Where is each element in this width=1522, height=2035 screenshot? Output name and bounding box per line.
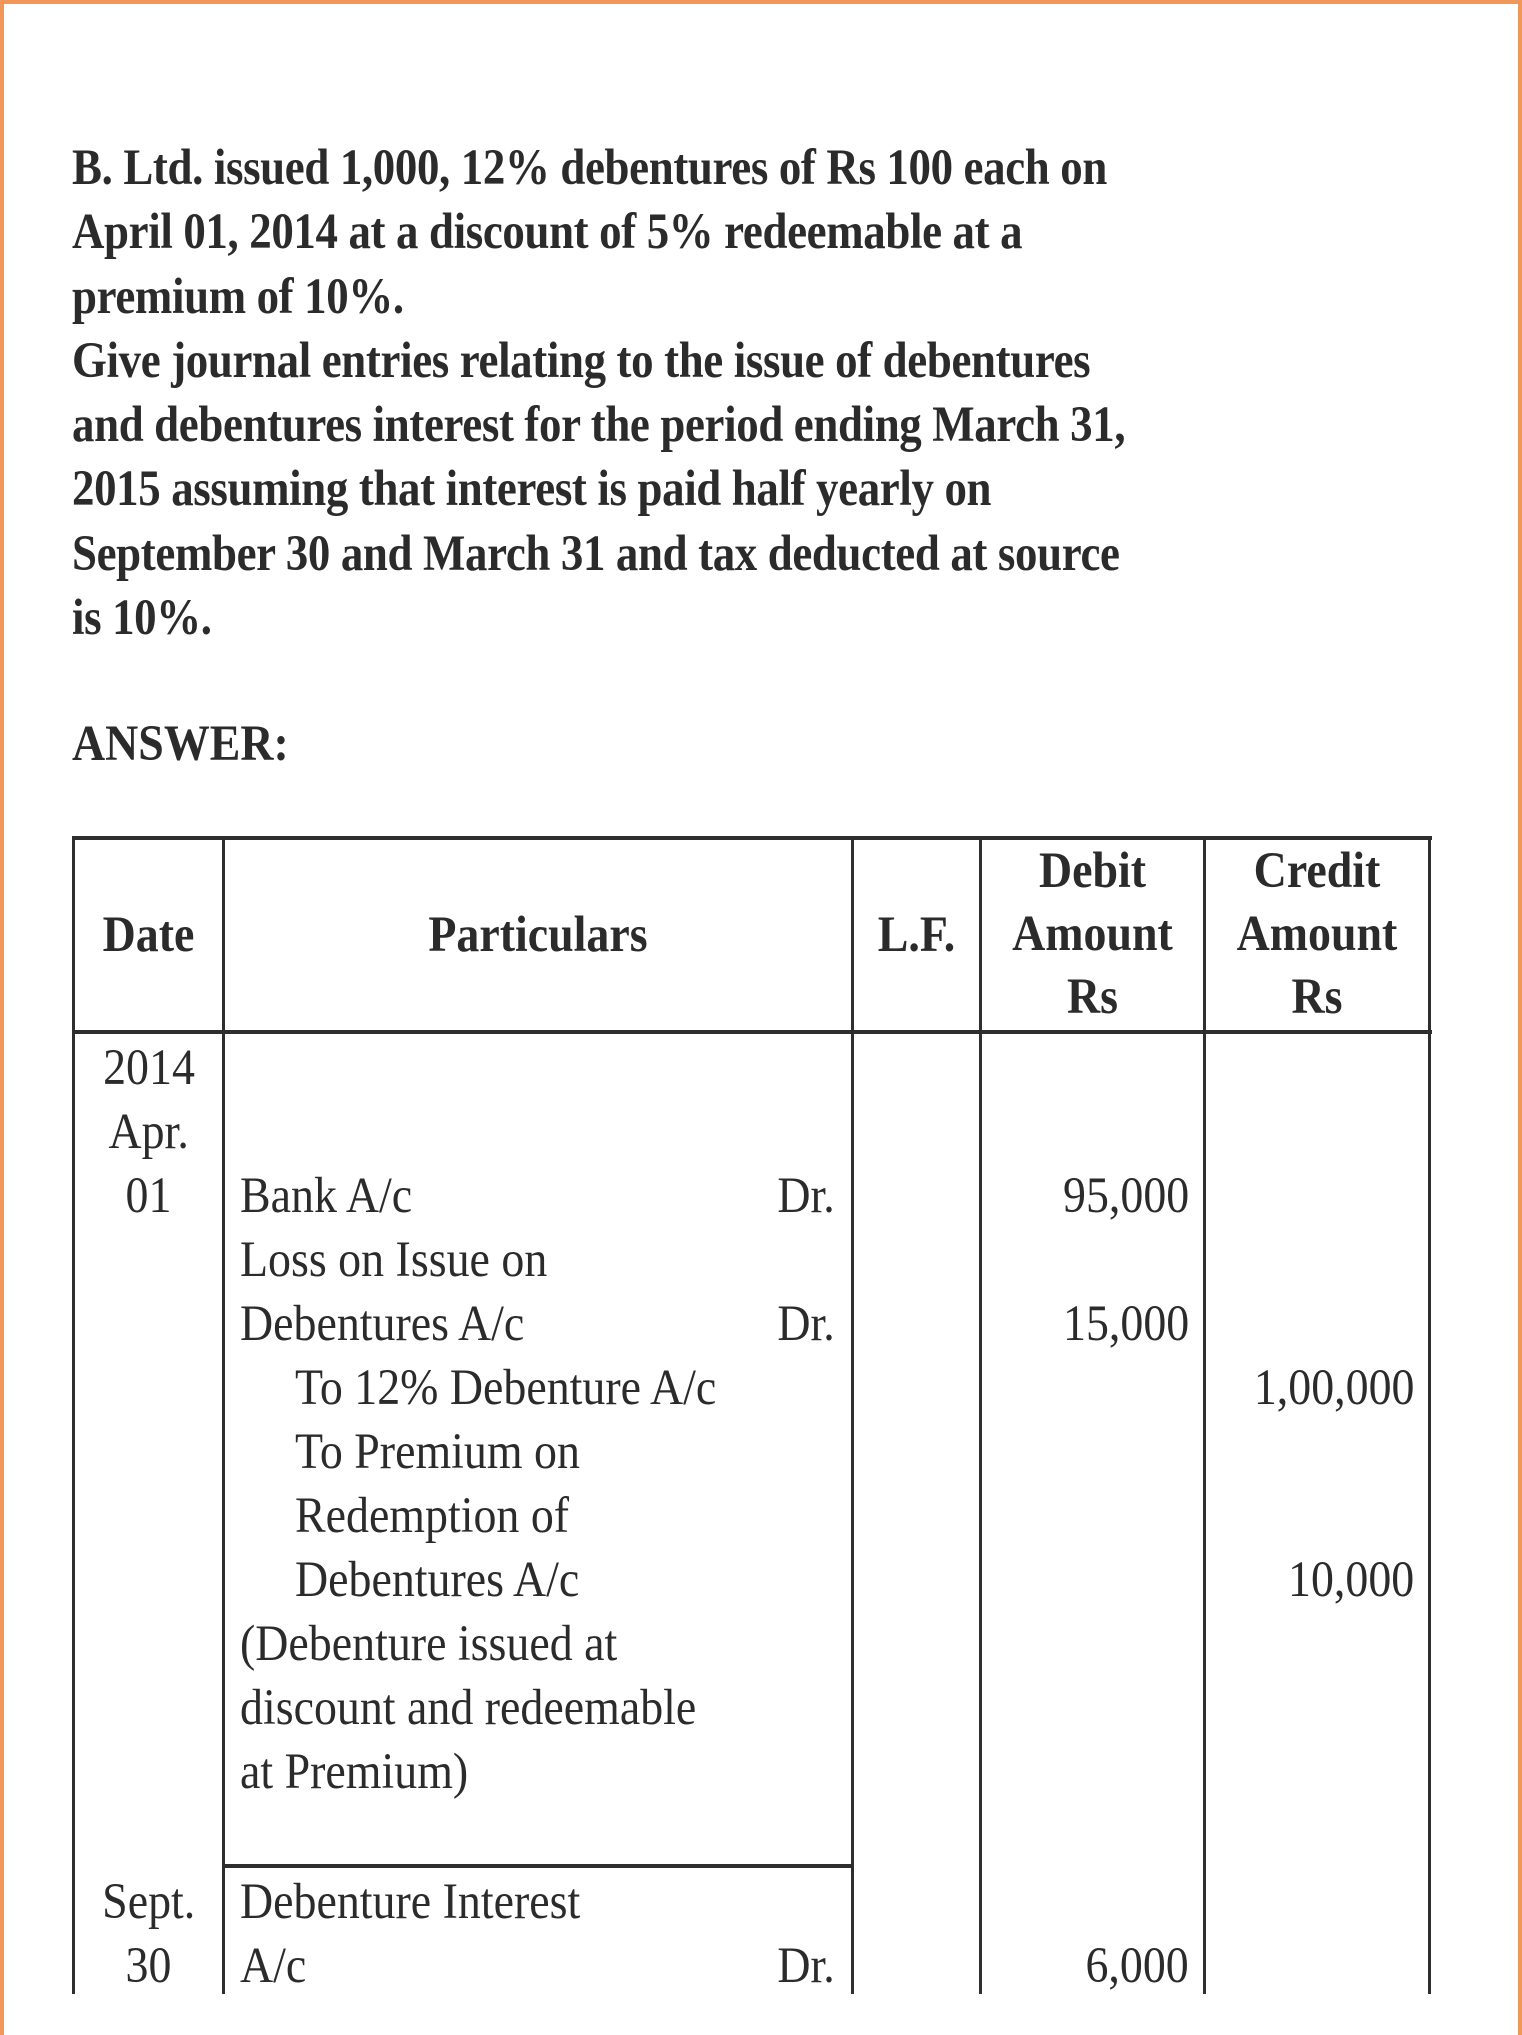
header-date: Date bbox=[102, 907, 195, 963]
header-bottom-border bbox=[73, 1030, 1432, 1034]
question-line: April 01, 2014 at a discount of 5% redeemable at a bbox=[72, 204, 1023, 261]
particular-text: Debentures A/c bbox=[295, 1552, 580, 1608]
particular-text: A/c bbox=[240, 1938, 307, 1994]
debit-amount: 6,000 bbox=[1085, 1938, 1189, 1994]
question-line: is 10%. bbox=[72, 590, 212, 647]
dr-marker: Dr. bbox=[777, 1938, 835, 1994]
narration-text: (Debenture issued at bbox=[240, 1616, 618, 1672]
dr-marker: Dr. bbox=[777, 1168, 835, 1224]
entry-separator bbox=[223, 1864, 854, 1868]
credit-amount: 1,00,000 bbox=[1253, 1360, 1414, 1416]
header-debit-amount: Debit Amount Rs bbox=[1012, 843, 1173, 1025]
particular-text: Redemption of bbox=[295, 1488, 570, 1544]
table-left-border bbox=[72, 836, 75, 1994]
narration-text: discount and redeemable bbox=[240, 1680, 697, 1736]
particular-text: Bank A/c bbox=[240, 1168, 413, 1224]
particular-text: Debenture Interest bbox=[240, 1874, 581, 1930]
particulars-lf-divider bbox=[851, 836, 854, 1994]
question-line: and debentures interest for the period ending March 31, bbox=[72, 397, 1126, 454]
dr-marker: Dr. bbox=[777, 1296, 835, 1352]
debit-amount: 95,000 bbox=[1062, 1168, 1189, 1224]
answer-heading: ANSWER: bbox=[72, 716, 289, 772]
question-line: premium of 10%. bbox=[72, 268, 404, 325]
date-particulars-divider bbox=[222, 836, 225, 1994]
question-line: Give journal entries relating to the issue of debentures bbox=[72, 332, 1091, 389]
header-lf: L.F. bbox=[877, 907, 956, 963]
header-particulars: Particulars bbox=[428, 907, 648, 963]
question-line: September 30 and March 31 and tax deducted at source bbox=[72, 525, 1120, 582]
header-credit-amount: Credit Amount Rs bbox=[1236, 843, 1398, 1025]
particular-text: To 12% Debenture A/c bbox=[295, 1360, 717, 1416]
table-right-border bbox=[1428, 836, 1431, 1994]
particular-text: Debentures A/c bbox=[240, 1296, 525, 1352]
particular-text: Loss on Issue on bbox=[240, 1232, 548, 1288]
question-line: B. Ltd. issued 1,000, 12% debentures of Rs 100 each on bbox=[72, 140, 1107, 196]
particular-text: To Premium on bbox=[295, 1424, 580, 1480]
entry-date: Sept. 30 bbox=[101, 1874, 196, 1994]
entry-date: 2014 Apr. 01 bbox=[102, 1040, 195, 1224]
narration-text: at Premium) bbox=[240, 1744, 469, 1800]
debit-amount: 15,000 bbox=[1062, 1296, 1189, 1352]
question-line: 2015 assuming that interest is paid half yearly on bbox=[72, 461, 992, 518]
credit-amount: 10,000 bbox=[1287, 1552, 1414, 1608]
